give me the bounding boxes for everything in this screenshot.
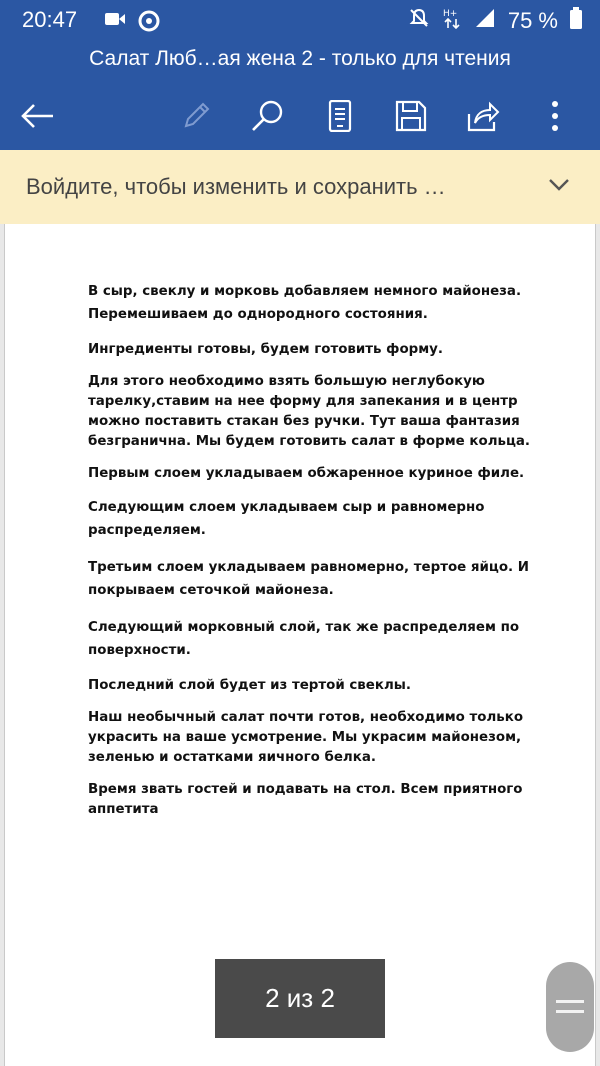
signal-icon <box>474 8 496 34</box>
status-left-icons <box>104 10 160 37</box>
paragraph: Первым слоем укладываем обжаренное куриное филе. <box>88 466 525 481</box>
edit-button[interactable] <box>174 94 218 138</box>
data-transfer-icon <box>442 7 462 35</box>
video-icon <box>104 10 126 37</box>
document-title: Салат Люб…ая жена 2 - только для чтения <box>0 40 600 80</box>
search-icon <box>250 99 284 133</box>
signin-banner[interactable] <box>0 150 600 224</box>
page-indicator: 2 из 2 <box>215 959 385 1038</box>
paragraph: Время звать гостей и подавать на стол. Всем приятного аппетита <box>88 782 523 817</box>
toolbar <box>0 80 600 150</box>
chevron-down-icon[interactable] <box>548 178 570 197</box>
svg-text:H+: H+ <box>442 9 458 19</box>
battery-text: 75 % <box>507 8 558 33</box>
save-button[interactable] <box>389 94 433 138</box>
paragraph: Третьим слоем укладываем равномерно, тертое яйцо. И покрываем сеточкой майонеза. <box>88 560 529 598</box>
grip-line <box>556 1010 584 1013</box>
battery-icon <box>570 7 582 35</box>
status-bar <box>0 0 600 40</box>
paragraph: Последний слой будет из тертой свеклы. <box>88 678 411 693</box>
edit-pencil-icon <box>180 100 212 132</box>
paragraph: Следующий морковный слой, так же распределяем по поверхности. <box>88 620 520 658</box>
paragraph: Следующим слоем укладываем сыр и равномерно распределяем. <box>88 500 485 538</box>
paragraph: Для этого необходимо взять большую неглубокую тарелку,ставим на нее форму для запекания и в центр можно поставить стакан без ручки. Тут ваша фантазия безгранична. Мы будем готовить салат в форме кольца. <box>88 374 531 449</box>
mobile-view-button[interactable] <box>318 94 362 138</box>
more-options-button[interactable] <box>533 94 577 138</box>
search-button[interactable] <box>245 94 289 138</box>
paragraph: В сыр, свеклу и морковь добавляем немного майонеза. Перемешиваем до однородного состояния. <box>88 284 522 322</box>
document-page <box>4 224 596 1066</box>
paragraph: Ингредиенты готовы, будем готовить форму. <box>88 342 443 357</box>
status-right-icons <box>408 7 582 35</box>
back-arrow-icon <box>21 103 55 129</box>
paragraph: Наш необычный салат почти готов, необходимо только украсить на ваше усмотрение. Мы украсим майонезом, зеленью и остатками яичного белка. <box>88 710 524 765</box>
signin-banner-text: Войдите, чтобы изменить и сохранить … <box>26 174 446 199</box>
save-icon <box>395 100 427 132</box>
grip-line <box>556 1000 584 1003</box>
share-button[interactable] <box>461 94 505 138</box>
scroll-thumb[interactable] <box>546 962 594 1052</box>
status-time: 20:47 <box>22 7 78 32</box>
mute-icon <box>408 7 430 35</box>
more-icon <box>550 100 560 132</box>
sync-icon <box>138 10 160 37</box>
document-body <box>88 280 568 832</box>
mobile-view-icon <box>328 100 352 132</box>
back-button[interactable] <box>16 94 60 138</box>
share-icon <box>466 100 500 132</box>
